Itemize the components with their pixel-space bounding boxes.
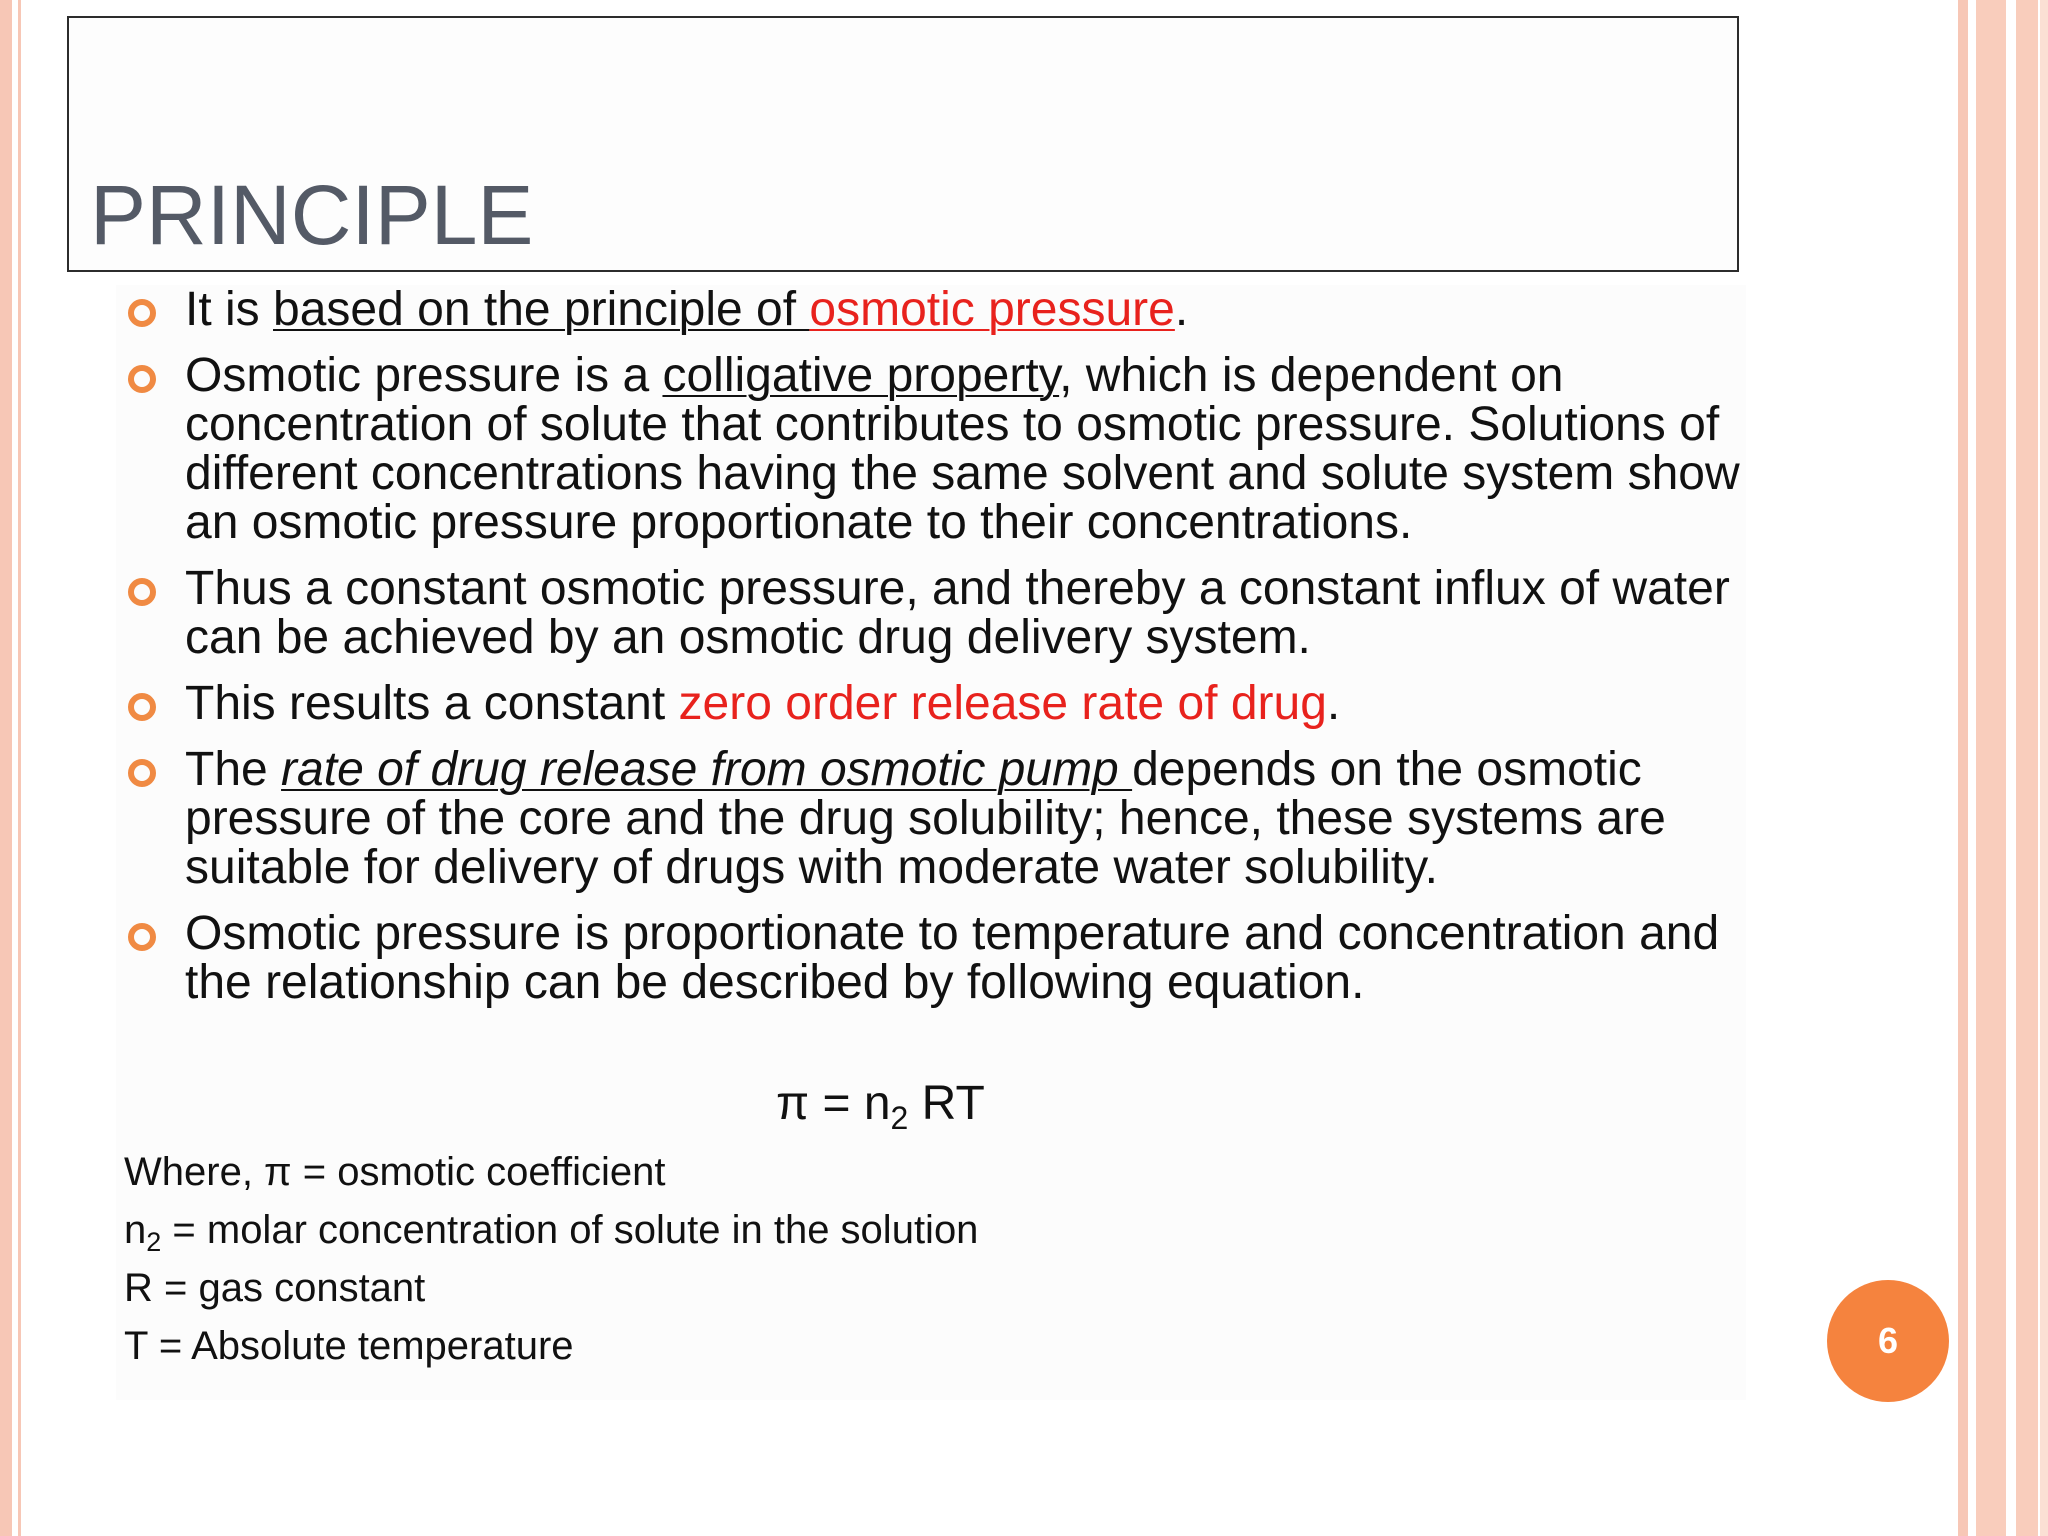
bullet-item: It is based on the principle of osmotic pressure.: [116, 285, 1746, 334]
decorative-stripe-right: [1958, 0, 1968, 1536]
slide-title: PRINCIPLE: [90, 168, 534, 262]
decorative-stripe-right-outer: [2016, 0, 2038, 1536]
bullet-icon: [128, 923, 156, 951]
bullet-icon: [128, 365, 156, 393]
bullet-icon: [128, 759, 156, 787]
osmotic-equation: $\pi = n_2$ RT: [776, 1077, 985, 1136]
bullet-item: This results a constant zero order release rate of drug.: [116, 679, 1746, 728]
bullet-list: [116, 285, 1746, 1024]
definition-n2: $n_2$ = molar concentration of solute in the solution: [124, 1208, 979, 1257]
decorative-stripe-left-thin: [18, 0, 21, 1536]
bullet-item: Osmotic pressure is proportionate to temperature and concentration and the relationship can be described by following equation.: [116, 909, 1746, 1007]
definition-t: T = Absolute temperature: [124, 1324, 574, 1368]
page-number-badge: 6: [1827, 1280, 1949, 1402]
definition-pi: Where, π = osmotic coefficient: [124, 1150, 666, 1194]
decorative-stripe-left: [0, 0, 12, 1536]
decorative-stripe-right-wide: [1976, 0, 2006, 1536]
bullet-item: Thus a constant osmotic pressure, and thereby a constant influx of water can be achieved by an osmotic drug delivery system.: [116, 564, 1746, 662]
definition-r: R = gas constant: [124, 1266, 426, 1310]
bullet-item: Osmotic pressure is a colligative property, which is dependent on concentration of solute that contributes to osmotic pressure. Solutions of different concentrations having the same solvent and solute system show an osmotic pressure proportionate to their concentrations.: [116, 351, 1746, 547]
slide-content: [116, 285, 1746, 1400]
decorative-stripe-right-edge: [2040, 0, 2048, 1536]
bullet-icon: [128, 693, 156, 721]
bullet-icon: [128, 299, 156, 327]
definitions: [124, 1150, 978, 1382]
title-box: [67, 16, 1739, 272]
bullet-item: The rate of drug release from osmotic pump depends on the osmotic pressure of the core and the drug solubility; hence, these systems are suitable for delivery of drugs with moderate water solubility.: [116, 745, 1746, 892]
bullet-icon: [128, 578, 156, 606]
